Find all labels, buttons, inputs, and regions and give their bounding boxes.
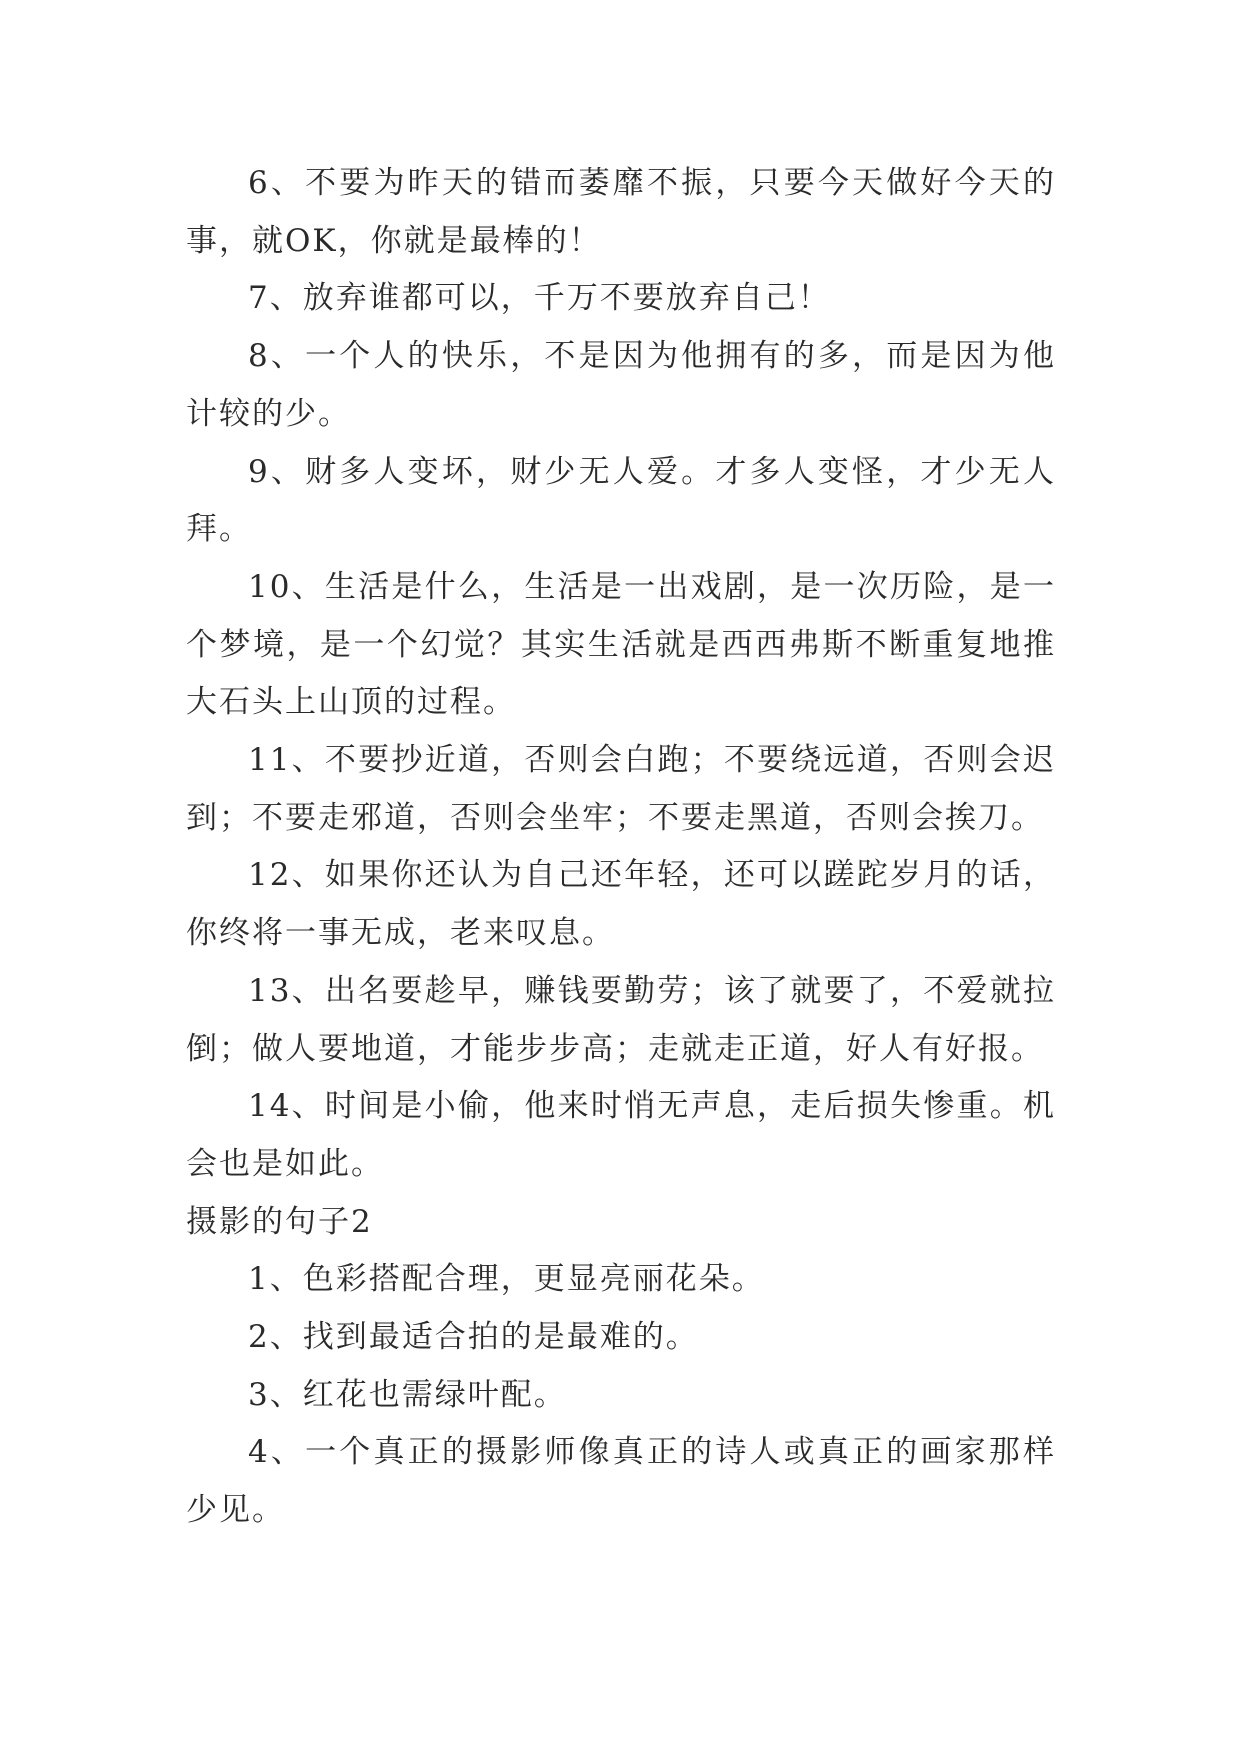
section-heading: 摄影的句子2 (186, 1203, 373, 1240)
paragraph-item-6: 6、不要为昨天的错而萎靡不振，只要今天做好今天的事，就OK，你就是最棒的！ (186, 165, 1056, 259)
paragraph-item-13: 13、出名要趁早，赚钱要勤劳；该了就要了，不爱就拉倒；做人要地道，才能步步高；走就走正道，好人有好报。 (186, 972, 1056, 1067)
paragraph-photo-1: 1、色彩搭配合理，更显亮丽花朵。 (248, 1261, 765, 1298)
paragraph-item-14: 14、时间是小偷，他来时悄无声息，走后损失惨重。机会也是如此。 (186, 1088, 1056, 1182)
paragraph-item-11: 11、不要抄近道，否则会白跑；不要绕远道，否则会迟到；不要走邪道，否则会坐牢；不要走黑道，否则会挨刀。 (186, 742, 1056, 836)
document-body (186, 155, 1056, 1540)
paragraph-photo-4: 4、一个真正的摄影师像真正的诗人或真正的画家那样少见。 (186, 1434, 1056, 1529)
paragraph-item-12: 12、如果你还认为自己还年轻，还可以蹉跎岁月的话，你终将一事无成，老来叹息。 (186, 857, 1056, 952)
paragraph-photo-3: 3、红花也需绿叶配。 (248, 1376, 567, 1413)
paragraph-item-10: 10、生活是什么，生活是一出戏剧，是一次历险，是一个梦境，是一个幻觉？其实生活就是西西弗斯不断重复地推大石头上山顶的过程。 (186, 568, 1056, 721)
paragraph-item-7: 7、放弃谁都可以，千万不要放弃自己！ (248, 280, 831, 317)
paragraph-item-9: 9、财多人变坏，财少无人爱。才多人变怪，才少无人拜。 (186, 453, 1056, 548)
paragraph-photo-2: 2、找到最适合拍的是最难的。 (248, 1319, 699, 1356)
paragraph-item-8: 8、一个人的快乐，不是因为他拥有的多，而是因为他计较的少。 (186, 338, 1056, 432)
